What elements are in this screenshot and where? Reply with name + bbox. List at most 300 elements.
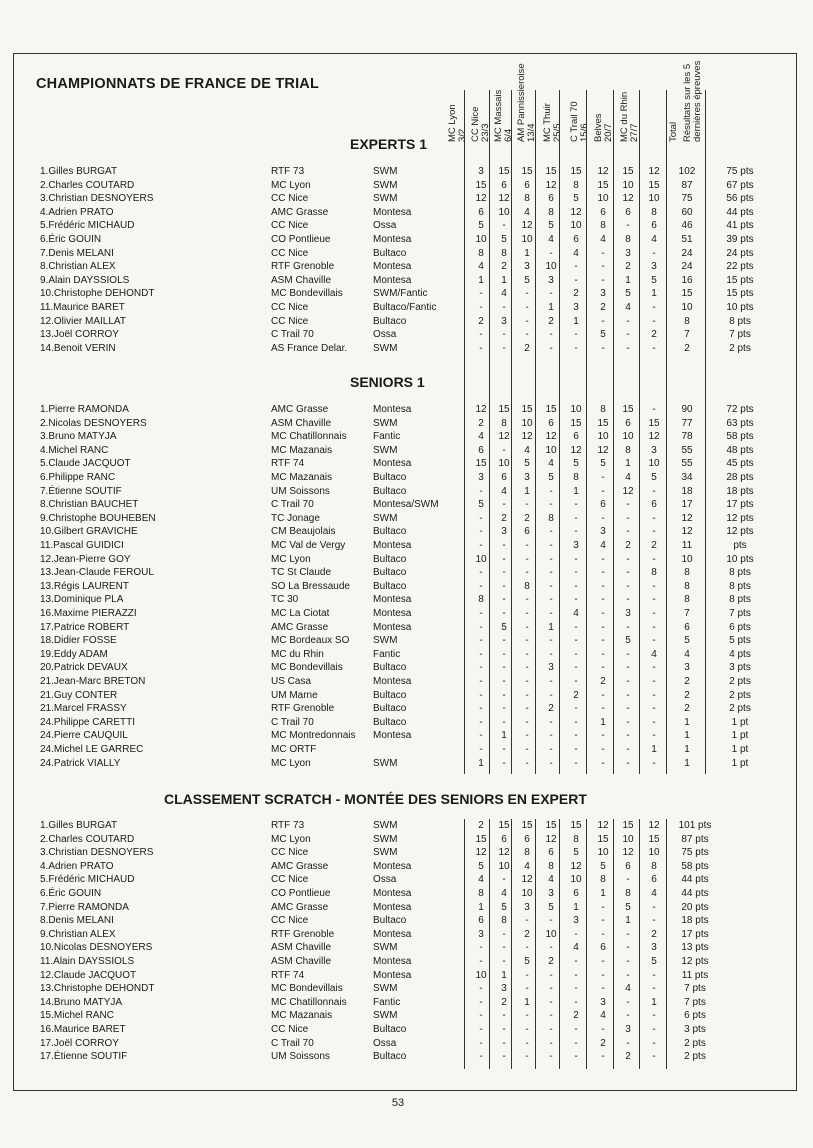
club-name: MC du Rhin — [271, 648, 324, 660]
event-score: 2 — [548, 956, 554, 967]
event-score: - — [652, 901, 656, 913]
event-score: - — [574, 261, 578, 273]
total-score: 55 — [681, 444, 693, 456]
column-header: MC Lyon 3/2 — [447, 104, 468, 142]
event-score: 3 — [625, 247, 631, 259]
motorcycle-brand: Montesa — [373, 404, 412, 415]
motorcycle-brand: Montesa — [373, 888, 412, 899]
motorcycle-brand: Bultaco — [373, 716, 407, 728]
event-score: 6 — [600, 499, 606, 511]
motorcycle-brand: SWM — [373, 847, 398, 859]
total-score: 17 — [681, 499, 693, 511]
table-row — [0, 690, 813, 704]
event-score: - — [549, 730, 553, 742]
event-score: 12 — [545, 431, 557, 443]
table-row — [0, 431, 813, 445]
event-score: - — [502, 329, 506, 341]
rider-name: 5.Claude JACQUOT — [40, 458, 131, 470]
event-score: 6 — [573, 431, 579, 443]
event-score: - — [652, 512, 656, 524]
event-score: - — [626, 329, 630, 341]
event-score: 10 — [622, 179, 634, 191]
event-score: 5 — [548, 220, 554, 232]
event-score: - — [502, 635, 506, 647]
event-score: 2 — [478, 315, 484, 327]
column-header: MC Thuir 25/5 — [542, 103, 563, 142]
event-score: 15 — [498, 166, 510, 177]
table-row — [0, 445, 813, 459]
event-score: 4 — [501, 485, 507, 497]
event-score: 2 — [625, 540, 631, 551]
total-score: 7 pts — [684, 983, 706, 995]
event-score: 2 — [651, 928, 657, 940]
event-score: - — [652, 716, 656, 728]
event-score: - — [479, 676, 483, 687]
motorcycle-brand: SWM — [373, 166, 398, 177]
event-score: - — [502, 757, 506, 769]
event-score: - — [479, 342, 483, 354]
event-score: 6 — [651, 220, 657, 232]
event-score: 10 — [648, 847, 660, 859]
club-name: CC Nice — [271, 302, 309, 313]
event-score: - — [601, 969, 605, 981]
table-row — [0, 418, 813, 432]
column-header: CC Nice 23/3 — [470, 106, 491, 142]
total-score: 11 pts — [681, 969, 709, 981]
event-score: 3 — [501, 315, 507, 327]
event-score: - — [574, 499, 578, 511]
motorcycle-brand: SWM — [373, 342, 398, 354]
total-score: 2 — [684, 676, 690, 687]
event-score: - — [479, 526, 483, 538]
event-score: 10 — [648, 458, 660, 470]
event-score: - — [525, 662, 529, 674]
event-score: 12 — [475, 404, 487, 415]
table-row — [0, 594, 813, 608]
event-score: 1 — [573, 315, 579, 327]
event-score: 2 — [478, 417, 484, 429]
motorcycle-brand: SWM — [373, 417, 398, 429]
event-score: - — [574, 553, 578, 565]
table-row — [0, 316, 813, 330]
event-score: - — [479, 485, 483, 497]
event-score: 12 — [570, 206, 582, 218]
event-score: - — [601, 261, 605, 273]
motorcycle-brand: Fantic — [373, 648, 401, 660]
best-five-points: 1 pt — [731, 744, 749, 755]
best-five-points: 1 pt — [731, 757, 749, 769]
event-score: 8 — [651, 206, 657, 218]
total-score: 4 — [684, 648, 690, 660]
event-score: - — [601, 274, 605, 286]
event-score: - — [626, 969, 630, 981]
motorcycle-brand: SWM — [373, 983, 398, 995]
event-score: - — [601, 757, 605, 769]
event-score: 6 — [548, 847, 554, 859]
event-score: - — [549, 553, 553, 565]
event-score: 5 — [573, 847, 579, 859]
event-score: 2 — [651, 540, 657, 551]
event-score: 2 — [524, 928, 530, 940]
table-row — [0, 744, 813, 758]
total-score: 44 pts — [681, 874, 709, 886]
event-score: 3 — [651, 261, 657, 273]
event-score: - — [549, 1037, 553, 1049]
section-title: CLASSEMENT SCRATCH - MONTÉE DES SENIORS EN EXPERT — [164, 791, 587, 807]
event-score: - — [502, 1010, 506, 1022]
total-score: 8 — [684, 315, 690, 327]
event-score: - — [549, 608, 553, 619]
event-score: 4 — [651, 234, 657, 245]
event-score: - — [502, 567, 506, 579]
section-title: SENIORS 1 — [350, 374, 425, 390]
motorcycle-brand: SWM — [373, 820, 398, 831]
event-score: 6 — [524, 526, 530, 538]
event-score: - — [502, 648, 506, 660]
table-row — [0, 513, 813, 527]
event-score: - — [525, 703, 529, 715]
event-score: 5 — [548, 472, 554, 483]
event-score: 1 — [548, 302, 554, 313]
event-score: 6 — [478, 206, 484, 218]
event-score: - — [549, 969, 553, 981]
rider-name: 2.Nicolas DESNOYERS — [40, 417, 147, 429]
club-name: MC Mazanais — [271, 472, 333, 483]
event-score: - — [652, 608, 656, 619]
event-score: - — [479, 689, 483, 701]
club-name: AMC Grasse — [271, 860, 329, 872]
motorcycle-brand: Ossa — [373, 220, 397, 232]
club-name: CC Nice — [271, 1024, 309, 1035]
rider-name: 9.Christophe BOUHEBEN — [40, 512, 156, 524]
table-row — [0, 472, 813, 486]
event-score: - — [502, 220, 506, 232]
event-score: 12 — [521, 431, 533, 443]
club-name: CC Nice — [271, 847, 309, 859]
event-score: 4 — [501, 288, 507, 300]
best-five-points: 15 pts — [726, 288, 754, 300]
event-score: 12 — [622, 193, 634, 205]
total-score: 17 pts — [681, 928, 709, 940]
rider-name: 24.Pierre CAUQUIL — [40, 730, 128, 742]
event-score: - — [479, 540, 483, 551]
event-score: 10 — [545, 444, 557, 456]
event-score: - — [626, 676, 630, 687]
club-name: AS France Delar. — [271, 342, 348, 354]
motorcycle-brand: Montesa — [373, 730, 412, 742]
best-five-points: 17 pts — [726, 499, 754, 511]
event-score: 10 — [475, 969, 487, 981]
motorcycle-brand: Montesa — [373, 594, 412, 606]
motorcycle-brand: Montesa — [373, 274, 412, 286]
event-score: 5 — [524, 274, 530, 286]
event-score: 5 — [600, 458, 606, 470]
event-score: - — [626, 956, 630, 967]
event-score: - — [525, 983, 529, 995]
event-score: - — [601, 485, 605, 497]
table-row — [0, 608, 813, 622]
event-score: - — [652, 247, 656, 259]
motorcycle-brand: Bultaco — [373, 1051, 407, 1063]
best-five-points: pts — [733, 540, 747, 551]
event-score: 3 — [573, 540, 579, 551]
motorcycle-brand: Ossa — [373, 1037, 397, 1049]
event-score: 1 — [501, 969, 507, 981]
rider-name: 11.Maurice BARET — [40, 302, 125, 313]
event-score: - — [549, 288, 553, 300]
event-score: 4 — [524, 206, 530, 218]
motorcycle-brand: Ossa — [373, 874, 397, 886]
club-name: RTF 73 — [271, 820, 305, 831]
event-score: 15 — [545, 820, 557, 831]
event-score: - — [549, 485, 553, 497]
event-score: 4 — [573, 608, 579, 619]
rider-name: 24.Philippe CARETTI — [40, 716, 136, 728]
event-score: 12 — [597, 166, 609, 177]
event-score: 1 — [524, 485, 530, 497]
best-five-points: 41 pts — [726, 220, 754, 232]
best-five-points: 12 pts — [726, 526, 754, 538]
motorcycle-brand: SWM — [373, 1010, 398, 1022]
club-name: RTF 73 — [271, 166, 305, 177]
event-score: - — [626, 689, 630, 701]
event-score: 3 — [600, 288, 606, 300]
event-score: - — [652, 1051, 656, 1063]
event-score: - — [574, 676, 578, 687]
total-score: 2 — [684, 703, 690, 715]
event-score: - — [652, 342, 656, 354]
event-score: - — [479, 1010, 483, 1022]
column-header: MC Massais 6/4 — [493, 89, 514, 142]
club-name: CC Nice — [271, 315, 309, 327]
rider-name: 21.Guy CONTER — [40, 689, 118, 701]
event-score: - — [549, 915, 553, 927]
event-score: 2 — [573, 1010, 579, 1022]
rider-name: 13.Christophe DEHONDT — [40, 983, 155, 995]
event-score: - — [626, 996, 630, 1008]
event-score: - — [574, 716, 578, 728]
best-five-points: 7 pts — [729, 608, 751, 619]
event-score: 8 — [573, 472, 579, 483]
event-score: 3 — [501, 526, 507, 538]
event-score: - — [502, 744, 506, 755]
event-score: - — [601, 928, 605, 940]
event-score: 6 — [625, 417, 631, 429]
event-score: - — [652, 315, 656, 327]
rider-name: 7.Étienne SOUTIF — [40, 485, 122, 497]
event-score: 1 — [625, 915, 631, 927]
motorcycle-brand: Montesa — [373, 901, 412, 913]
column-header: MC du Rhin 27/7 — [619, 91, 640, 142]
event-score: - — [525, 594, 529, 606]
event-score: 2 — [548, 703, 554, 715]
rider-name: 17.Patrice ROBERT — [40, 621, 130, 633]
event-score: 8 — [651, 860, 657, 872]
event-score: 5 — [501, 901, 507, 913]
best-five-points: 8 pts — [729, 580, 751, 592]
event-score: 8 — [524, 580, 530, 592]
table-row — [0, 234, 813, 248]
motorcycle-brand: Montesa — [373, 621, 412, 633]
event-score: 6 — [524, 179, 530, 191]
table-row — [0, 248, 813, 262]
event-score: - — [502, 942, 506, 954]
best-five-points: 2 pts — [729, 342, 751, 354]
event-score: - — [626, 512, 630, 524]
event-score: 1 — [524, 247, 530, 259]
event-score: 6 — [501, 179, 507, 191]
total-score: 1 — [684, 716, 690, 728]
event-score: - — [574, 635, 578, 647]
event-score: 10 — [570, 220, 582, 232]
rider-name: 14.Benoit VERIN — [40, 342, 116, 354]
event-score: 1 — [478, 274, 484, 286]
event-score: 1 — [600, 716, 606, 728]
best-five-points: 10 pts — [726, 553, 754, 565]
event-score: - — [549, 580, 553, 592]
rider-name: 11.Alain DAYSSIOLS — [40, 956, 135, 967]
rider-name: 17.Joël CORROY — [40, 1037, 119, 1049]
event-score: - — [549, 1010, 553, 1022]
event-score: - — [525, 744, 529, 755]
event-score: - — [574, 342, 578, 354]
club-name: MC Mazanais — [271, 1010, 333, 1022]
event-score: - — [502, 594, 506, 606]
event-score: 10 — [622, 431, 634, 443]
motorcycle-brand: Fantic — [373, 431, 401, 443]
club-name: TC St Claude — [271, 567, 332, 579]
event-score: - — [652, 580, 656, 592]
event-score: - — [601, 983, 605, 995]
total-score: 16 — [681, 274, 693, 286]
event-score: 2 — [573, 288, 579, 300]
event-score: - — [525, 288, 529, 300]
best-five-points: 58 pts — [726, 431, 754, 443]
event-score: - — [652, 757, 656, 769]
event-score: - — [601, 730, 605, 742]
event-score: - — [652, 404, 656, 415]
club-name: C Trail 70 — [271, 499, 314, 511]
total-score: 24 — [681, 247, 693, 259]
event-score: 12 — [521, 220, 533, 232]
event-score: - — [525, 716, 529, 728]
table-row — [0, 874, 813, 888]
event-score: 2 — [600, 1037, 606, 1049]
event-score: 3 — [573, 915, 579, 927]
total-score: 1 — [684, 730, 690, 742]
club-name: AMC Grasse — [271, 901, 329, 913]
rider-name: 4.Adrien PRATO — [40, 206, 114, 218]
motorcycle-brand: Bultaco — [373, 567, 407, 579]
event-score: 8 — [478, 594, 484, 606]
motorcycle-brand: Bultaco — [373, 703, 407, 715]
rider-name: 11.Pascal GUIDICI — [40, 540, 124, 551]
motorcycle-brand: Bultaco — [373, 485, 407, 497]
event-score: 6 — [600, 206, 606, 218]
event-score: 5 — [573, 458, 579, 470]
table-row — [0, 499, 813, 513]
table-row — [0, 730, 813, 744]
event-score: - — [502, 1037, 506, 1049]
event-score: 4 — [651, 648, 657, 660]
event-score: 12 — [570, 444, 582, 456]
event-score: 12 — [570, 860, 582, 872]
event-score: - — [601, 744, 605, 755]
event-score: - — [479, 1024, 483, 1035]
event-score: 12 — [498, 193, 510, 205]
event-score: 4 — [625, 302, 631, 313]
event-score: - — [652, 662, 656, 674]
event-score: 6 — [625, 860, 631, 872]
rider-name: 1.Gilles BURGAT — [40, 166, 118, 177]
event-score: - — [626, 342, 630, 354]
event-score: - — [502, 874, 506, 886]
event-score: - — [549, 996, 553, 1008]
rider-name: 10.Gilbert GRAVICHE — [40, 526, 138, 538]
event-score: 5 — [600, 860, 606, 872]
event-score: 5 — [478, 860, 484, 872]
event-score: 8 — [524, 847, 530, 859]
event-score: - — [525, 1051, 529, 1063]
best-five-points: 28 pts — [726, 472, 754, 483]
event-score: - — [574, 621, 578, 633]
table-row — [0, 486, 813, 500]
table-row — [0, 1024, 813, 1038]
event-score: 8 — [478, 888, 484, 899]
event-score: - — [479, 567, 483, 579]
table-row — [0, 343, 813, 357]
event-score: - — [626, 1010, 630, 1022]
event-score: 15 — [597, 417, 609, 429]
event-score: 2 — [600, 302, 606, 313]
event-score: - — [525, 1024, 529, 1035]
event-score: 15 — [622, 820, 634, 831]
table-row — [0, 758, 813, 772]
event-score: - — [626, 553, 630, 565]
club-name: CC Nice — [271, 220, 309, 232]
event-score: 3 — [548, 888, 554, 899]
total-score: 18 pts — [681, 915, 709, 927]
event-score: 8 — [501, 915, 507, 927]
club-name: CC Nice — [271, 193, 309, 205]
event-score: 1 — [501, 274, 507, 286]
rider-name: 7.Denis MELANI — [40, 247, 114, 259]
event-score: - — [549, 983, 553, 995]
best-five-points: 6 pts — [729, 621, 751, 633]
event-score: 2 — [501, 996, 507, 1008]
event-score: - — [601, 247, 605, 259]
event-score: - — [626, 928, 630, 940]
best-five-points: 63 pts — [726, 417, 754, 429]
event-score: 4 — [573, 942, 579, 954]
event-score: 8 — [548, 206, 554, 218]
event-score: 4 — [524, 860, 530, 872]
motorcycle-brand: Montesa/SWM — [373, 499, 439, 511]
event-score: 15 — [475, 833, 487, 845]
event-score: 4 — [600, 540, 606, 551]
event-score: 4 — [548, 234, 554, 245]
best-five-points: 56 pts — [726, 193, 754, 205]
total-score: 2 — [684, 342, 690, 354]
club-name: MC Bondevillais — [271, 662, 343, 674]
club-name: TC Jonage — [271, 512, 320, 524]
event-score: - — [652, 635, 656, 647]
event-score: 12 — [475, 193, 487, 205]
best-five-points: 2 pts — [729, 703, 751, 715]
event-score: 10 — [597, 193, 609, 205]
best-five-points: 3 pts — [729, 662, 751, 674]
event-score: 6 — [524, 833, 530, 845]
